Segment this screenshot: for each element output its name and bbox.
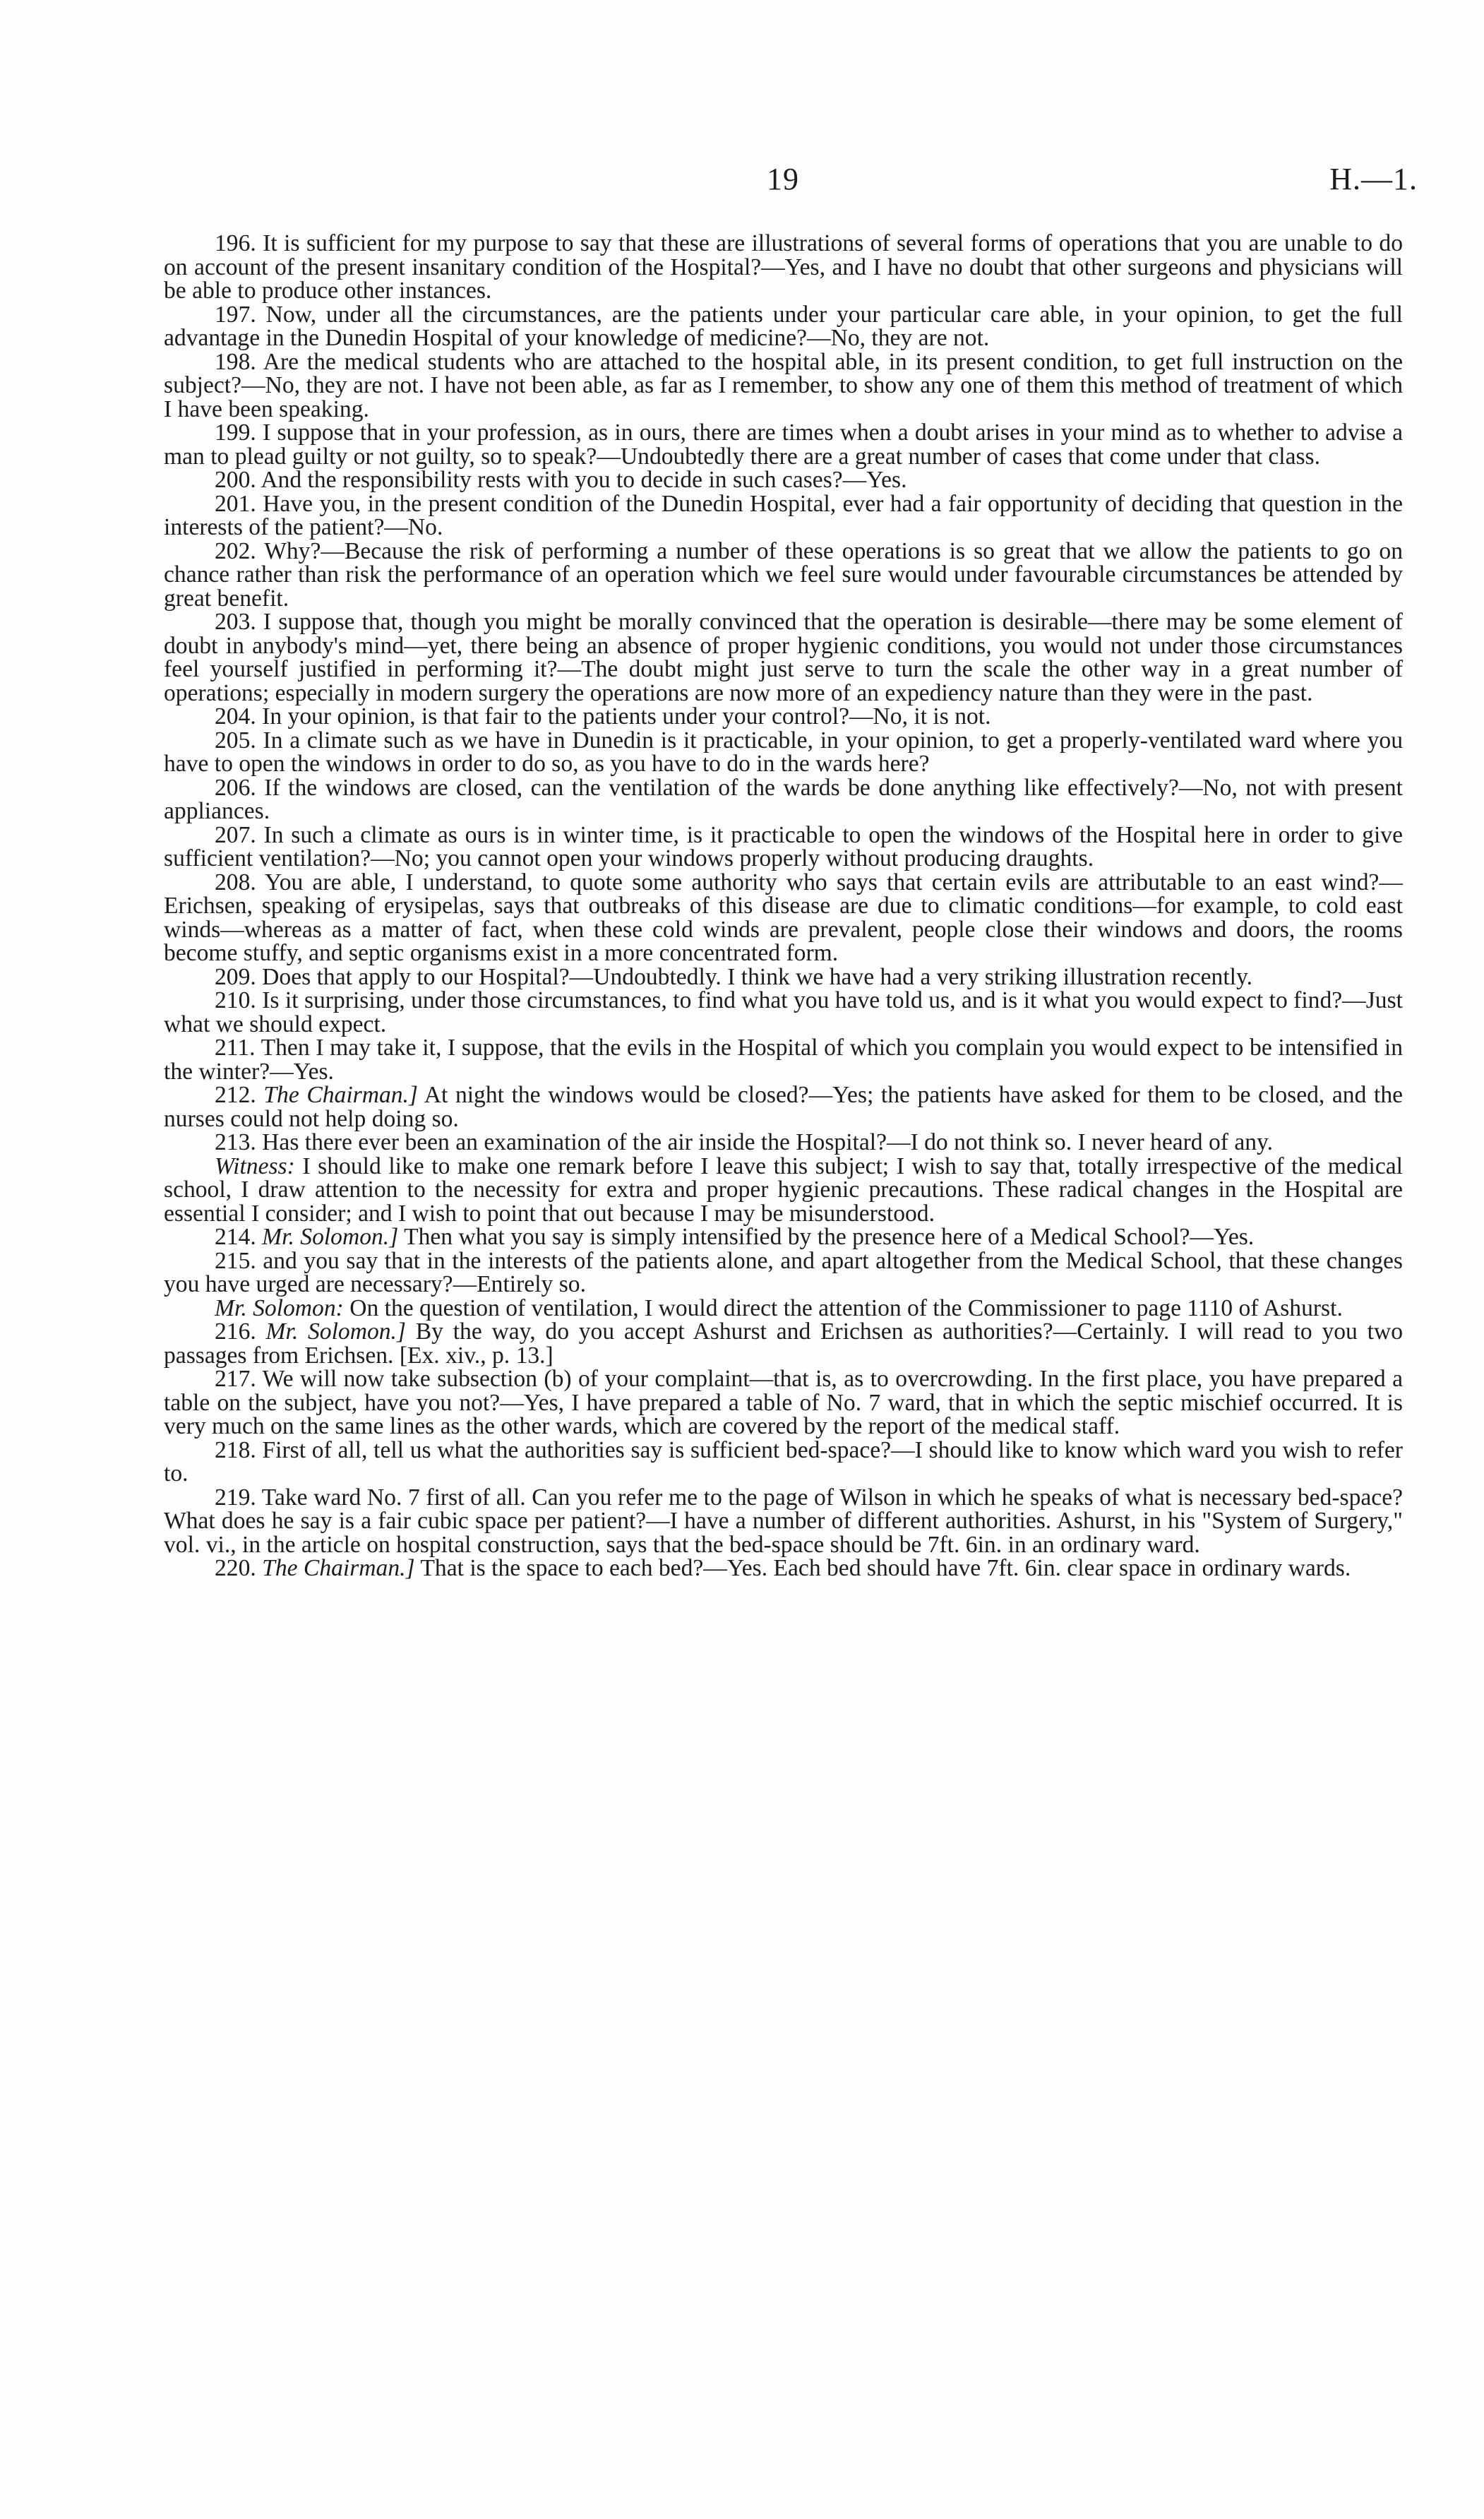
paragraph-text: Take ward No. 7 first of all. Can you refer me to the page of Wilson in which he speaks of what is necessary bed-space? What does he say is a fair cubic space per patient?—I have a number of different authorities. Ashurst, in his "System of Surgery," vol. vi., in the article on hospital construction, says that the bed-space should be 7ft. 6in. in an ordinary ward.: [164, 1484, 1403, 1558]
paragraph: [164, 303, 1403, 350]
paragraph: [164, 492, 1403, 540]
paragraph: [164, 1556, 1403, 1580]
paragraph: [164, 468, 1403, 492]
question-number: 214.: [215, 1224, 256, 1250]
question-number: 198.: [215, 348, 256, 375]
paragraph: [164, 232, 1403, 303]
question-number: 196.: [215, 230, 256, 256]
paragraph-text: At night the windows would be closed?—Yes; the patients have asked for them to be closed, and the nurses could not help doing so.: [164, 1082, 1404, 1132]
paragraph: [164, 1155, 1403, 1226]
paragraph-text: and you say that in the interests of the patients alone, and apart altogether from the Medical School, that these changes you have urged are necessary?—Entirely so.: [164, 1247, 1403, 1297]
paragraph: [164, 1083, 1403, 1131]
question-number: 197.: [215, 301, 256, 328]
question-number: 211.: [215, 1035, 256, 1061]
paragraph: [164, 1367, 1403, 1439]
question-number: 213.: [215, 1129, 256, 1155]
question-number: 217.: [215, 1366, 256, 1392]
paragraph-text: I suppose that in your profession, as in ours, there are times when a doubt arises in your mind as to whether to advise a man to plead guilty or not guilty, so to speak?—Undoubtedly there are a great number of cases that come under that class.: [164, 419, 1403, 470]
paragraph: [164, 776, 1403, 823]
paragraph-text: We will now take subsection (b) of your complaint—that is, as to overcrowding. In the first place, you have prepared a table on the subject, have you not?—Yes, I have prepared a table of No. 7 ward, that in which the septic mischief occurred. It is very much on the same lines as the other wards, which are covered by the report of the medical staff.: [164, 1366, 1403, 1439]
question-number: 218.: [215, 1436, 256, 1463]
paragraph: [164, 823, 1403, 871]
paragraph-text: You are able, I understand, to quote some authority who says that certain evils are attributable to an east wind?—Erichsen, speaking of erysipelas, says that outbreaks of this disease are due to climatic conditions—for example, to cold east winds—whereas as a matter of fact, when these cold winds are prevalent, people close their windows and doors, the rooms become stuffy, and septic organisms exist in a more concentrated form.: [164, 869, 1404, 966]
paragraph: [164, 1225, 1403, 1249]
question-number: 206.: [215, 774, 256, 801]
paragraph: [164, 871, 1403, 965]
paragraph-text: Why?—Because the risk of performing a number of these operations is so great that we allow the patients to go on chance rather than risk the performance of an operation which we feel sure would under favourable circumstances be attended by great benefit.: [164, 537, 1403, 612]
question-number: 212.: [215, 1082, 256, 1108]
paragraph-text: I suppose that, though you might be morally convinced that the operation is desirable—there may be some element of doubt in anybody's mind—yet, there being an absence of proper hygienic conditions, you would not under those circumstances feel yourself justified in performing it?—The doubt might just serve to turn the scale the other way in a great number of operations; especially in modern surgery the operations are now more of an expediency nature than they were in the past.: [164, 609, 1403, 706]
question-number: 208.: [215, 869, 256, 895]
question-number: 201.: [215, 490, 256, 517]
paragraph: [164, 989, 1403, 1036]
question-number: 199.: [215, 419, 256, 446]
paragraph-text: Now, under all the circumstances, are the patients under your particular care able, in your opinion, to get the full advantage in the Dunedin Hospital of your knowledge of medicine?—No, they are not.: [164, 301, 1403, 351]
paragraph-text: And the responsibility rests with you to decide in such cases?—Yes.: [261, 467, 907, 493]
paragraph: [164, 1436, 1403, 1487]
paragraph-text: That is the space to each bed?—Yes. Each bed should have 7ft. 6in. clear space in ordinary wards.: [420, 1555, 1351, 1581]
paragraph-text: Have you, in the present condition of the Dunedin Hospital, ever had a fair opportunity of deciding that question in the interests of the patient?—No.: [164, 490, 1403, 540]
question-number: 209.: [215, 963, 256, 990]
paragraph-text: In a climate such as we have in Dunedin is it practicable, in your opinion, to get a properly-ventilated ward where you have to open the windows in order to do so, as you have to do in the wards here?: [164, 727, 1403, 777]
question-number: 202.: [215, 537, 256, 564]
paragraph-text: Does that apply to our Hospital?—Undoubtedly. I think we have had a very striking illustration recently.: [262, 963, 1252, 990]
speaker-label: Mr. Solomon:: [215, 1294, 344, 1321]
paragraph: [164, 1036, 1403, 1083]
question-number: 205.: [215, 727, 256, 754]
speaker-label: Witness:: [215, 1153, 295, 1179]
paragraph: [164, 705, 1403, 729]
document-body: [164, 232, 1403, 1580]
paragraph-text: Then what you say is simply intensified by the presence here of a Medical School?—Yes.: [404, 1224, 1255, 1250]
paragraph: [164, 537, 1403, 612]
speaker-label: Mr. Solomon.]: [262, 1224, 399, 1250]
paragraph-text: I should like to make one remark before I leave this subject; I wish to say that, totally irrespective of the medical school, I draw attention to the necessity for extra and proper hygienic precautions. These radical changes in the Hospital are essential I consider; and I wish to point that out because I may be misunderstood.: [164, 1153, 1403, 1227]
paragraph-text: If the windows are closed, can the ventilation of the wards be done anything like effectively?—No, not with present appliances.: [164, 774, 1403, 824]
question-number: 200.: [215, 467, 256, 493]
question-number: 216.: [215, 1318, 256, 1345]
question-number: 215.: [215, 1247, 256, 1274]
page-number: 19: [767, 162, 799, 196]
paragraph: [164, 965, 1403, 989]
question-number: 207.: [215, 821, 256, 848]
paragraph-text: In such a climate as ours is in winter time, is it practicable to open the windows of the Hospital here in order to give sufficient ventilation?—No; you cannot open your windows properly without producing draughts.: [164, 821, 1403, 871]
paragraph-text: By the way, do you accept Ashurst and Erichsen as authorities?—Certainly. I will read to you two passages from Erichsen. [Ex. xiv., p. 13.]: [164, 1318, 1403, 1369]
question-number: 220.: [215, 1555, 256, 1581]
paragraph-text: It is sufficient for my purpose to say that these are illustrations of several forms of operations that you are unable to do on account of the present insanitary condition of the Hospital?—Yes, and I have no doubt that other surgeons and physicians will be able to produce other instances.: [164, 230, 1403, 304]
question-number: 210.: [215, 987, 256, 1013]
paragraph-text: In your opinion, is that fair to the patients under your control?—No, it is not.: [262, 703, 991, 730]
paragraph: [164, 1486, 1403, 1557]
speaker-label: The Chairman.]: [262, 1555, 415, 1581]
question-number: 203.: [215, 609, 256, 635]
speaker-label: The Chairman.]: [263, 1082, 419, 1108]
paragraph-text: Has there ever been an examination of the air inside the Hospital?—I do not think so. I never heard of any.: [262, 1129, 1274, 1155]
paragraph: [164, 350, 1403, 422]
page-reference: H.—1.: [1329, 162, 1418, 196]
paragraph-text: Is it surprising, under those circumstances, to find what you have told us, and is it what you would expect to find?—Just what we should expect.: [164, 987, 1403, 1037]
paragraph-text: First of all, tell us what the authorities say is sufficient bed-space?—I should like to know which ward you wish to refer to.: [164, 1436, 1403, 1487]
question-number: 219.: [215, 1484, 256, 1511]
paragraph: [164, 421, 1403, 468]
paragraph: [164, 729, 1403, 776]
paragraph: [164, 1249, 1403, 1297]
paragraph-text: Then I may take it, I suppose, that the evils in the Hospital of which you complain you would expect to be intensified in the winter?—Yes.: [164, 1035, 1403, 1085]
paragraph: [164, 610, 1403, 705]
paragraph-text: Are the medical students who are attached to the hospital able, in its present condition, to get full instruction on the subject?—No, they are not. I have not been able, as far as I remember, to show any one of them this method of treatment of which I have been speaking.: [164, 348, 1403, 422]
paragraph-text: On the question of ventilation, I would direct the attention of the Commissioner to page 1110 of Ashurst.: [349, 1294, 1343, 1321]
question-number: 204.: [215, 703, 256, 730]
speaker-label: Mr. Solomon.]: [265, 1318, 406, 1345]
paragraph: [164, 1294, 1403, 1321]
paragraph: [164, 1131, 1403, 1155]
paragraph: [164, 1320, 1403, 1367]
